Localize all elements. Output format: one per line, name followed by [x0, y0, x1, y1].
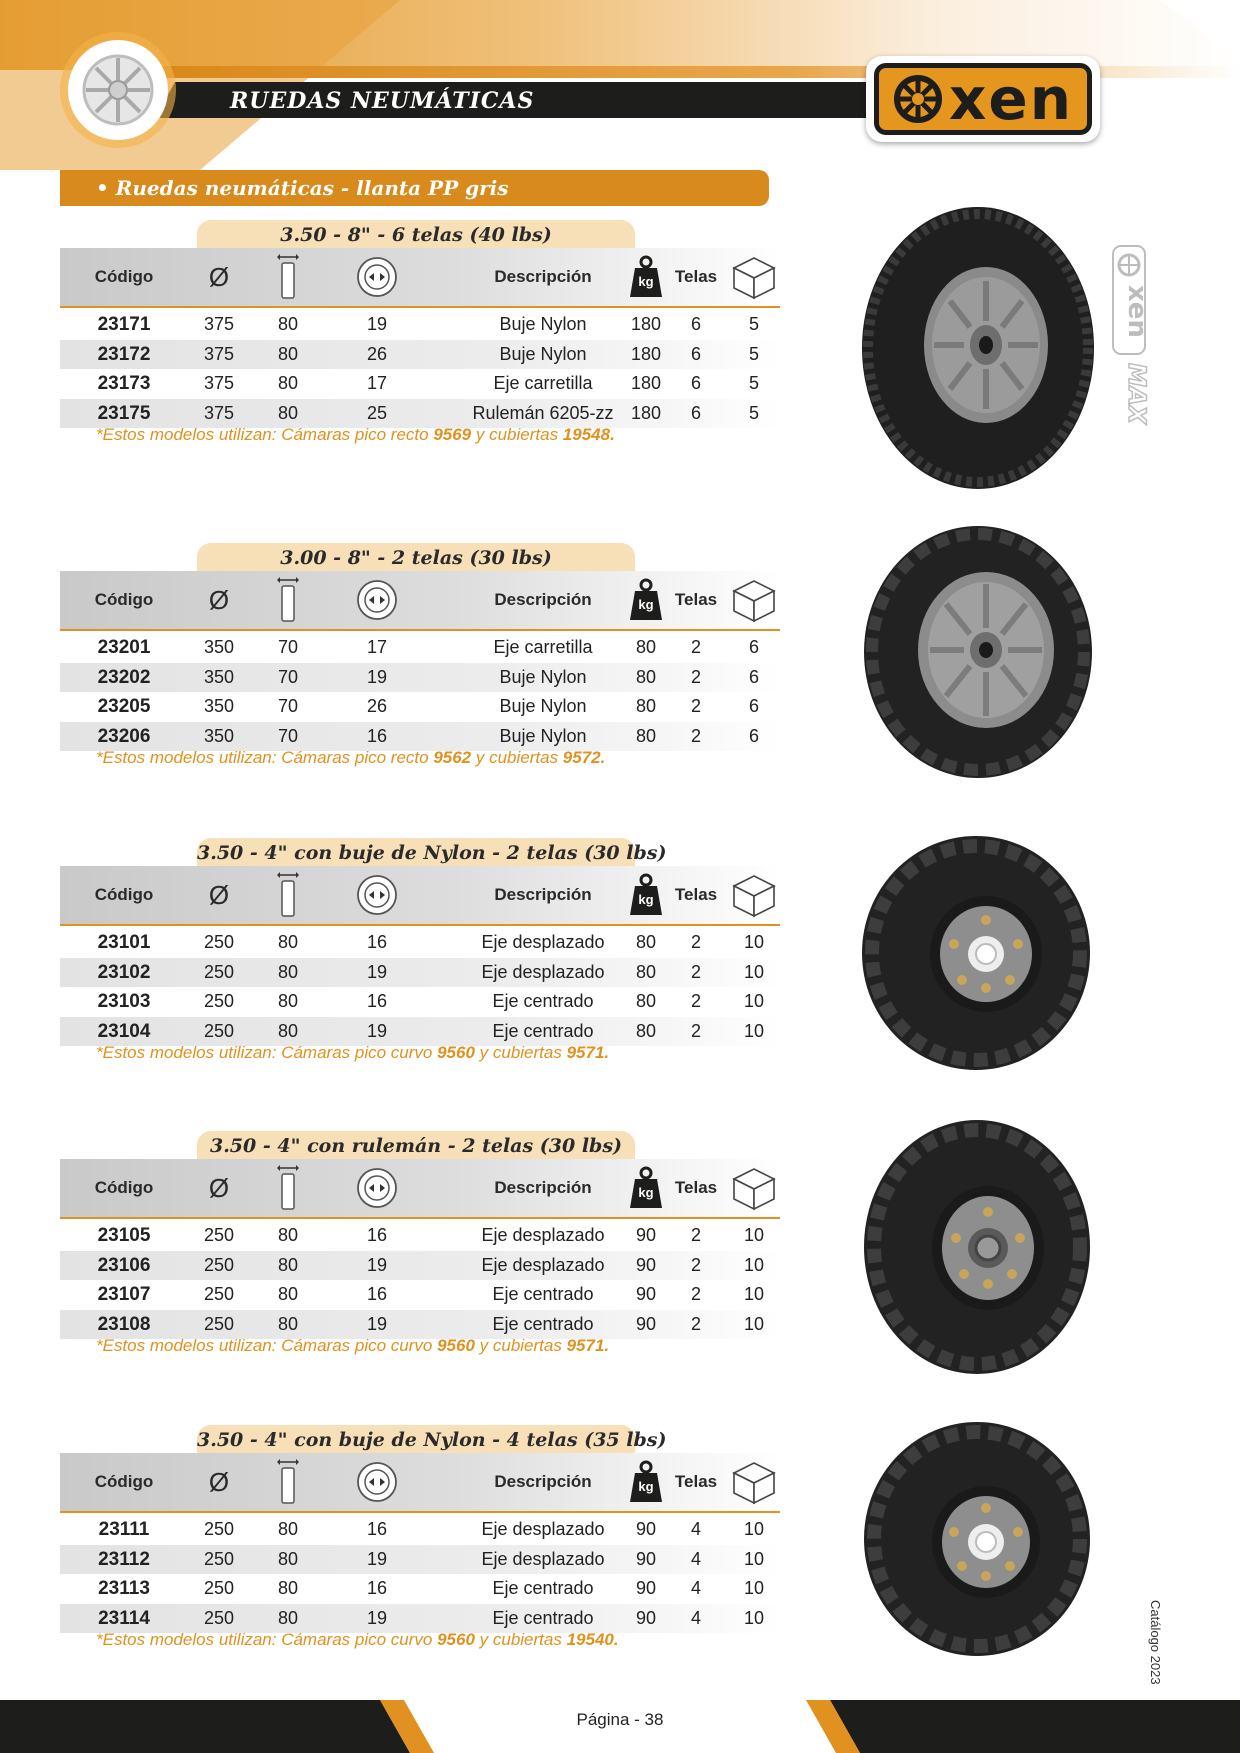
cell-box-qty: 10 — [743, 1313, 765, 1334]
col-plies-label: Telas — [674, 1472, 718, 1491]
table-row — [60, 928, 780, 958]
note-text: *Estos modelos utilizan: Cámaras pico recto — [96, 748, 434, 767]
cell-diameter: 250 — [203, 932, 235, 952]
cell-code: 23103 — [97, 991, 151, 1012]
note-tire-code: 19548 — [562, 425, 611, 444]
cell-width: 70 — [277, 725, 299, 746]
svg-text:MAX: MAX — [1123, 363, 1151, 424]
cell-box-qty: 6 — [748, 637, 759, 657]
cell-plies: 2 — [690, 961, 701, 982]
cell-description: Eje carretilla — [493, 373, 593, 393]
wheel-image-5 — [862, 1420, 1092, 1658]
cell-load-kg: 90 — [635, 1225, 657, 1245]
table-row — [60, 1310, 780, 1340]
note-tube-code: 9560 — [437, 1336, 475, 1355]
page-number: Página - 38 — [576, 1710, 664, 1729]
note-text: y cubiertas — [471, 748, 563, 767]
weight-icon — [616, 248, 676, 306]
cell-axle: 16 — [366, 1578, 388, 1598]
cell-load-kg: 90 — [635, 1313, 657, 1334]
cell-diameter: 350 — [203, 725, 235, 746]
cell-diameter: 250 — [203, 1313, 235, 1334]
cell-plies: 2 — [690, 1254, 701, 1275]
note-end: . — [600, 748, 606, 767]
table-row — [60, 369, 780, 399]
cell-code: 23106 — [97, 1254, 151, 1276]
cell-axle: 16 — [366, 725, 388, 746]
cell-width: 70 — [277, 696, 299, 716]
brand-logo — [866, 56, 1100, 142]
cell-box-qty: 10 — [743, 991, 765, 1011]
cell-axle: 26 — [366, 343, 388, 364]
col-plies-label: Telas — [674, 1178, 718, 1197]
width-icon — [256, 571, 320, 629]
table-header — [60, 1453, 780, 1513]
cell-diameter: 375 — [203, 343, 235, 364]
table-row — [60, 399, 780, 429]
box-icon — [728, 1159, 780, 1217]
cell-axle: 26 — [366, 696, 388, 716]
cell-code: 23102 — [97, 961, 151, 983]
box-icon — [728, 248, 780, 306]
cell-code: 23175 — [97, 402, 151, 424]
cell-plies: 2 — [690, 1020, 701, 1041]
table-row — [60, 1251, 780, 1281]
cell-diameter: 350 — [203, 666, 235, 687]
cell-load-kg: 180 — [630, 343, 662, 364]
cell-load-kg: 80 — [635, 725, 657, 746]
cell-code: 23105 — [97, 1225, 151, 1246]
cell-box-qty: 10 — [743, 1548, 765, 1569]
cell-box-qty: 5 — [748, 373, 759, 393]
cell-code: 23201 — [97, 637, 151, 658]
table-footnote — [96, 425, 615, 445]
cell-axle: 19 — [366, 961, 388, 982]
cell-load-kg: 180 — [630, 402, 662, 423]
cell-load-kg: 90 — [635, 1254, 657, 1275]
cell-width: 80 — [277, 1548, 299, 1569]
cell-diameter: 250 — [203, 1284, 235, 1304]
kg-label: kg — [638, 892, 654, 907]
cell-width: 80 — [277, 961, 299, 982]
cell-load-kg: 80 — [635, 1020, 657, 1041]
cell-description: Buje Nylon — [499, 314, 587, 334]
note-text: y cubiertas — [474, 1630, 567, 1649]
product-table — [60, 220, 780, 450]
cell-description: Eje desplazado — [481, 1254, 605, 1275]
product-table — [60, 838, 780, 1068]
cell-diameter: 250 — [203, 1225, 235, 1245]
table-row — [60, 1515, 780, 1545]
cell-description: Eje desplazado — [481, 1519, 605, 1539]
table-row — [60, 1017, 780, 1047]
table-row — [60, 958, 780, 988]
cell-description: Eje desplazado — [481, 932, 605, 952]
cell-axle: 19 — [366, 1313, 388, 1334]
col-plies-label: Telas — [674, 590, 718, 609]
cell-plies: 6 — [690, 373, 701, 393]
cell-load-kg: 180 — [630, 373, 662, 393]
cell-box-qty: 10 — [743, 1578, 765, 1598]
kg-label: kg — [638, 274, 654, 289]
brand-wheel-icon — [893, 74, 943, 124]
cell-axle: 25 — [366, 402, 388, 423]
table-row — [60, 1574, 780, 1604]
table-footnote — [96, 1043, 609, 1063]
cell-code: 23205 — [97, 696, 151, 717]
cell-code: 23108 — [97, 1313, 151, 1335]
cell-width: 70 — [277, 666, 299, 687]
note-tire-code: 9571 — [566, 1336, 605, 1355]
table-row — [60, 1280, 780, 1310]
weight-icon — [616, 571, 676, 629]
cell-axle: 19 — [366, 1548, 388, 1569]
cell-load-kg: 80 — [635, 637, 657, 657]
cell-axle: 19 — [366, 1254, 388, 1275]
wheel-image-3 — [860, 834, 1092, 1072]
cell-plies: 2 — [690, 666, 701, 687]
cell-code: 23171 — [97, 314, 151, 335]
cell-diameter: 250 — [203, 1578, 235, 1598]
cell-plies: 4 — [690, 1519, 701, 1539]
table-footnote — [96, 748, 605, 768]
cell-box-qty: 10 — [743, 932, 765, 952]
cell-box-qty: 10 — [743, 1020, 765, 1041]
cell-axle: 17 — [366, 373, 388, 393]
note-tire-code: 19540 — [566, 1630, 614, 1649]
cell-load-kg: 90 — [635, 1284, 657, 1304]
cell-width: 80 — [277, 1519, 299, 1539]
cell-plies: 6 — [690, 402, 701, 423]
section-heading-text: • Ruedas neumáticas - llanta PP gris — [96, 176, 509, 200]
col-plies-label: Telas — [674, 885, 718, 904]
cell-code: 23172 — [97, 343, 151, 365]
section-heading — [60, 170, 769, 206]
note-text: y cubiertas — [471, 425, 563, 444]
col-description-label: Descripción — [494, 1178, 592, 1197]
cell-width: 80 — [277, 991, 299, 1011]
cell-description: Eje centrado — [492, 1313, 594, 1334]
cell-plies: 2 — [690, 725, 701, 746]
table-row — [60, 1221, 780, 1251]
width-icon — [256, 248, 320, 306]
cell-width: 80 — [277, 932, 299, 952]
cell-width: 80 — [277, 1020, 299, 1041]
col-code-label: Código — [94, 267, 154, 286]
cell-box-qty: 5 — [748, 402, 759, 423]
cell-load-kg: 180 — [630, 314, 662, 334]
cell-load-kg: 80 — [635, 932, 657, 952]
note-tube-code: 9569 — [433, 425, 472, 444]
cell-box-qty: 10 — [743, 1519, 765, 1539]
table-row — [60, 310, 780, 340]
col-plies-label: Telas — [674, 267, 718, 286]
cell-description: Buje Nylon — [499, 725, 587, 746]
kg-label: kg — [638, 597, 654, 612]
cell-diameter: 350 — [203, 637, 235, 657]
cell-diameter: 350 — [203, 696, 235, 716]
note-end: . — [604, 1043, 610, 1062]
cell-code: 23107 — [97, 1284, 151, 1305]
cell-plies: 6 — [690, 343, 701, 364]
table-header — [60, 866, 780, 926]
cell-description: Eje centrado — [492, 1284, 594, 1304]
box-icon — [728, 866, 780, 924]
col-code-label: Código — [94, 590, 154, 609]
cell-description: Buje Nylon — [499, 666, 587, 687]
cell-plies: 2 — [690, 1313, 701, 1334]
cell-code: 23206 — [97, 725, 151, 747]
note-text: *Estos modelos utilizan: Cámaras pico curvo — [96, 1336, 438, 1355]
table-row — [60, 340, 780, 370]
cell-box-qty: 6 — [748, 696, 759, 716]
cell-plies: 2 — [690, 991, 701, 1011]
cell-load-kg: 80 — [635, 991, 657, 1011]
col-code-label: Código — [94, 1178, 154, 1197]
col-code-label: Código — [94, 885, 154, 904]
table-title: 3.50 - 4" con buje de Nylon - 4 telas (35 lbs) — [197, 1425, 635, 1455]
cell-box-qty: 10 — [743, 1225, 765, 1245]
cell-axle: 16 — [366, 1225, 388, 1245]
kg-label: kg — [638, 1479, 654, 1494]
cell-diameter: 250 — [203, 1519, 235, 1539]
cell-width: 80 — [277, 1607, 299, 1628]
note-text: y cubiertas — [474, 1336, 567, 1355]
page-title: RUEDAS NEUMÁTICAS — [230, 88, 535, 114]
table-header — [60, 248, 780, 308]
cell-plies: 2 — [690, 637, 701, 657]
cell-box-qty: 10 — [743, 961, 765, 982]
table-row — [60, 692, 780, 722]
cell-description: Eje centrado — [492, 1607, 594, 1628]
cell-width: 80 — [277, 1313, 299, 1334]
cell-plies: 6 — [690, 314, 701, 334]
cell-description: Rulemán 6205-zz — [472, 402, 614, 423]
note-text: *Estos modelos utilizan: Cámaras pico recto — [96, 425, 434, 444]
cell-axle: 16 — [366, 932, 388, 952]
note-text: y cubiertas — [474, 1043, 567, 1062]
weight-icon — [616, 1453, 676, 1511]
cell-code: 23202 — [97, 666, 151, 688]
cell-code: 23112 — [98, 1548, 150, 1570]
col-description-label: Descripción — [494, 1472, 592, 1491]
cell-plies: 2 — [690, 696, 701, 716]
table-title: 3.00 - 8" - 2 telas (30 lbs) — [197, 543, 635, 573]
table-header — [60, 571, 780, 631]
cell-axle: 19 — [366, 1020, 388, 1041]
cell-width: 80 — [277, 1225, 299, 1245]
catalog-year: Catálogo 2023 — [1148, 1600, 1163, 1685]
wheel-image-4 — [862, 1118, 1092, 1376]
cell-width: 80 — [277, 402, 299, 423]
cell-box-qty: 5 — [748, 314, 759, 334]
cell-code: 23101 — [97, 932, 151, 953]
table-row — [60, 987, 780, 1017]
cell-code: 23173 — [97, 373, 151, 394]
cell-description: Eje desplazado — [481, 1548, 605, 1569]
width-icon — [256, 1453, 320, 1511]
table-header — [60, 1159, 780, 1219]
col-diameter-icon: Ø — [208, 584, 230, 615]
cell-diameter: 250 — [203, 1254, 235, 1275]
side-brand-logo — [1112, 245, 1152, 445]
cell-plies: 4 — [690, 1607, 701, 1628]
svg-text:xen: xen — [1122, 285, 1152, 338]
cell-plies: 4 — [690, 1548, 701, 1569]
cell-load-kg: 80 — [635, 666, 657, 687]
product-table — [60, 1131, 780, 1361]
cell-axle: 17 — [366, 637, 388, 657]
cell-diameter: 375 — [203, 314, 235, 334]
cell-width: 80 — [277, 373, 299, 393]
cell-description: Eje desplazado — [481, 961, 605, 982]
cell-width: 80 — [277, 1254, 299, 1275]
cell-axle: 16 — [366, 1284, 388, 1304]
col-description-label: Descripción — [494, 590, 592, 609]
cell-box-qty: 10 — [743, 1254, 765, 1275]
cell-description: Eje centrado — [492, 991, 594, 1011]
cell-description: Buje Nylon — [499, 343, 587, 364]
weight-icon — [616, 866, 676, 924]
cell-plies: 2 — [690, 1225, 701, 1245]
weight-icon — [616, 1159, 676, 1217]
col-description-label: Descripción — [494, 885, 592, 904]
width-icon — [256, 1159, 320, 1217]
table-row — [60, 633, 780, 663]
product-table — [60, 543, 780, 773]
col-description-label: Descripción — [494, 267, 592, 286]
cell-diameter: 375 — [203, 373, 235, 393]
cell-width: 80 — [277, 314, 299, 334]
cell-diameter: 250 — [203, 961, 235, 982]
note-end: . — [604, 1336, 610, 1355]
col-diameter-icon: Ø — [208, 1172, 230, 1203]
cell-axle: 19 — [366, 1607, 388, 1628]
note-tire-code: 9571 — [566, 1043, 605, 1062]
table-row — [60, 663, 780, 693]
cell-description: Eje centrado — [492, 1020, 594, 1041]
cell-diameter: 250 — [203, 1607, 235, 1628]
cell-diameter: 250 — [203, 991, 235, 1011]
cell-width: 80 — [277, 1578, 299, 1598]
box-icon — [728, 571, 780, 629]
note-tube-code: 9562 — [433, 748, 472, 767]
kg-label: kg — [638, 1185, 654, 1200]
cell-code: 23111 — [98, 1519, 150, 1540]
product-table — [60, 1425, 780, 1655]
note-end: . — [610, 425, 615, 444]
table-footnote — [96, 1336, 609, 1356]
wheel-image-1 — [860, 205, 1096, 491]
cell-description: Buje Nylon — [499, 696, 587, 716]
col-diameter-icon: Ø — [208, 1466, 230, 1497]
cell-load-kg: 90 — [635, 1519, 657, 1539]
cell-box-qty: 10 — [743, 1607, 765, 1628]
cell-plies: 2 — [690, 1284, 701, 1304]
cell-width: 80 — [277, 343, 299, 364]
note-tube-code: 9560 — [437, 1043, 475, 1062]
cell-axle: 16 — [366, 1519, 388, 1539]
cell-width: 70 — [277, 637, 299, 657]
cell-plies: 2 — [690, 932, 701, 952]
cell-load-kg: 90 — [635, 1548, 657, 1569]
cell-box-qty: 6 — [748, 725, 759, 746]
col-diameter-icon: Ø — [208, 261, 230, 292]
brand-name: xen — [948, 65, 1074, 133]
wheel-logo-icon — [58, 30, 178, 150]
note-tire-code: 9572 — [562, 748, 601, 767]
wheel-image-2 — [862, 524, 1094, 780]
cell-axle: 16 — [366, 991, 388, 1011]
table-row — [60, 722, 780, 752]
cell-load-kg: 80 — [635, 961, 657, 982]
col-code-label: Código — [94, 1472, 154, 1491]
cell-diameter: 250 — [203, 1020, 235, 1041]
table-footnote — [96, 1630, 619, 1650]
cell-axle: 19 — [366, 314, 388, 334]
cell-code: 23114 — [98, 1607, 150, 1629]
cell-plies: 4 — [690, 1578, 701, 1598]
cell-diameter: 375 — [203, 402, 235, 423]
cell-description: Eje carretilla — [493, 637, 593, 657]
note-tube-code: 9560 — [437, 1630, 475, 1649]
note-text: *Estos modelos utilizan: Cámaras pico curvo — [96, 1630, 438, 1649]
table-title: 3.50 - 8" - 6 telas (40 lbs) — [197, 220, 635, 250]
table-row — [60, 1545, 780, 1575]
cell-description: Eje desplazado — [481, 1225, 605, 1245]
cell-width: 80 — [277, 1284, 299, 1304]
cell-axle: 19 — [366, 666, 388, 687]
col-diameter-icon: Ø — [208, 879, 230, 910]
cell-load-kg: 90 — [635, 1607, 657, 1628]
table-row — [60, 1604, 780, 1634]
box-icon — [728, 1453, 780, 1511]
cell-box-qty: 6 — [748, 666, 759, 687]
cell-description: Eje centrado — [492, 1578, 594, 1598]
cell-diameter: 250 — [203, 1548, 235, 1569]
cell-box-qty: 5 — [748, 343, 759, 364]
table-title: 3.50 - 4" con buje de Nylon - 2 telas (30 lbs) — [197, 838, 635, 868]
note-end: . — [613, 1630, 619, 1649]
cell-code: 23104 — [97, 1020, 151, 1042]
cell-code: 23113 — [98, 1578, 150, 1599]
table-title: 3.50 - 4" con rulemán - 2 telas (30 lbs) — [197, 1131, 635, 1161]
cell-load-kg: 80 — [635, 696, 657, 716]
note-text: *Estos modelos utilizan: Cámaras pico curvo — [96, 1043, 438, 1062]
cell-load-kg: 90 — [635, 1578, 657, 1598]
cell-box-qty: 10 — [743, 1284, 765, 1304]
width-icon — [256, 866, 320, 924]
